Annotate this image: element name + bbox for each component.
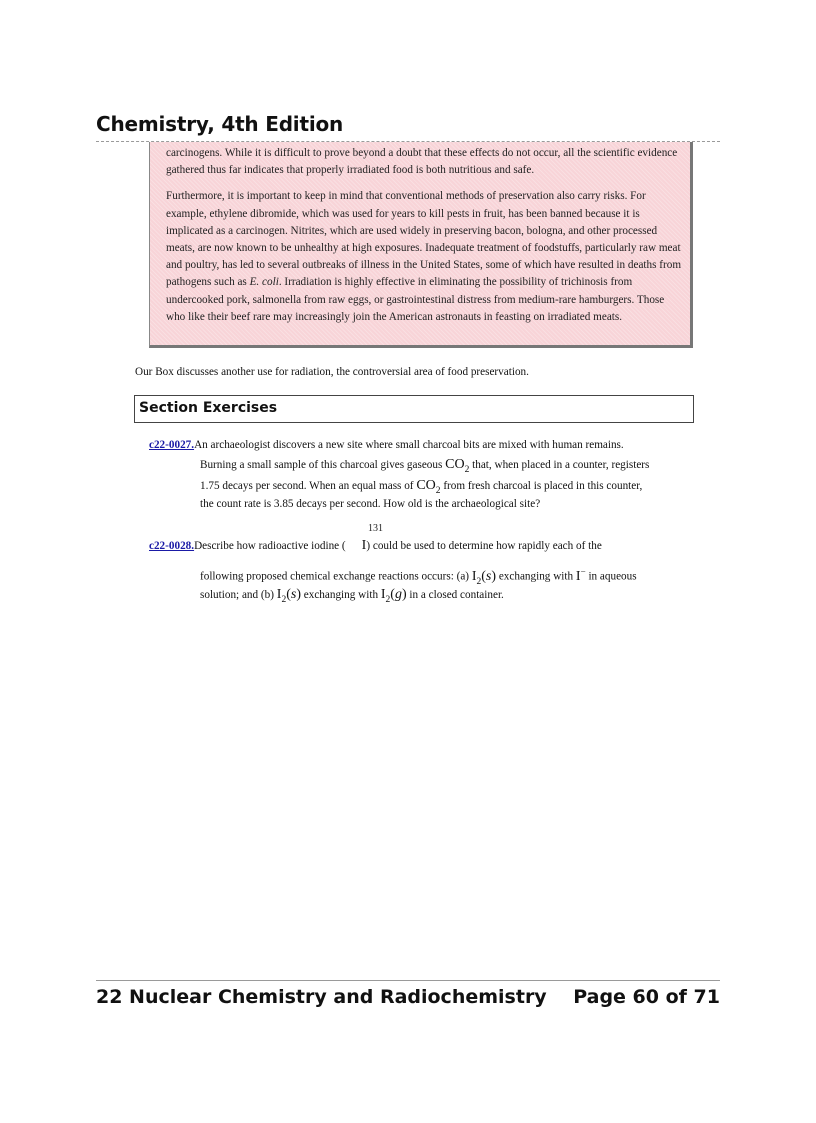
exercise-line: solution; and (b) $I_2(s)$ exchanging with $I_2(g)$ in a closed container. (200, 587, 504, 605)
i2-solid-formula: $I_2(s)$ (471, 568, 497, 587)
italic-term: E. coli (249, 276, 279, 289)
co2-formula: $CO_2$ (445, 457, 470, 475)
section-title: Section Exercises (139, 400, 278, 416)
food-irradiation-box (149, 142, 693, 348)
exercise-line: following proposed chemical exchange reactions occurs: (a) $I_2(s)$ exchanging with I− in aqueous (200, 566, 637, 587)
exercise-line: Burning a small sample of this charcoal gives gaseous $CO_2$ that, when placed in a counter, registers (200, 457, 650, 475)
i2-solid-formula: $I_2(s)$ (276, 587, 301, 605)
section-heading (134, 395, 694, 423)
exercise-line: c22-0028.Describe how radioactive iodine ( I) could be used to determine how rapidly each of the (149, 538, 602, 553)
intro-text: Our Box discusses another use for radiation, the controversial area of food preservation. (135, 366, 529, 378)
footer-rule (96, 980, 720, 981)
iodine-symbol: I (361, 538, 367, 553)
exercise-link[interactable]: c22-0027. (149, 439, 195, 451)
box-paragraph: Furthermore, it is important to keep in mind that conventional methods of preservation also carry risks. For example, ethylene dibromide, which was used for years to kill pests in fruit, has been banned because it is implicated as a carcinogen. Nitrites, which are used widely in preserving bacon, bologna, and other processed meats, are now known to be unhealthy at high exposures. Inadequate treatment of foodstuffs, particularly raw meat and poultry, has led to several outbreaks of illness in the United States, some of which have resulted in deaths from pathogens such as E. coli. Irradiation is highly effective in eliminating the possibility of trichinosis from undercooked pork, salmonella from raw eggs, or gastrointestinal distress from medium-rare hamburgers. Those who like their beef rare may increasingly join the American astronauts in feasting on irradiated meats. (166, 190, 682, 323)
chapter-title: 22 Nuclear Chemistry and Radiochemistry (96, 986, 547, 1008)
co2-formula: $CO_2$ (416, 478, 441, 496)
exercise-line: the count rate is 3.85 decays per second. How old is the archaeological site? (200, 498, 541, 510)
page-number: Page 60 of 71 (573, 986, 720, 1008)
i2-gas-formula: $I_2(g)$ (380, 587, 407, 605)
exercise-link[interactable]: c22-0028. (149, 540, 195, 552)
box-paragraph: carcinogens. While it is difficult to prove beyond a doubt that these effects do not occur, all the scientific evidence gathered thus far indicates that properly irradiated food is both nutritious and safe. (166, 147, 678, 177)
exercise-line: 1.75 decays per second. When an equal mass of $CO_2$ from fresh charcoal is placed in this counter, (200, 478, 643, 496)
mass-number: 131 (368, 523, 383, 534)
book-title: Chemistry, 4th Edition (96, 112, 344, 136)
iodide-formula: I− (575, 566, 586, 584)
exercise-line: c22-0027.An archaeologist discovers a new site where small charcoal bits are mixed with human remains. (149, 439, 624, 451)
